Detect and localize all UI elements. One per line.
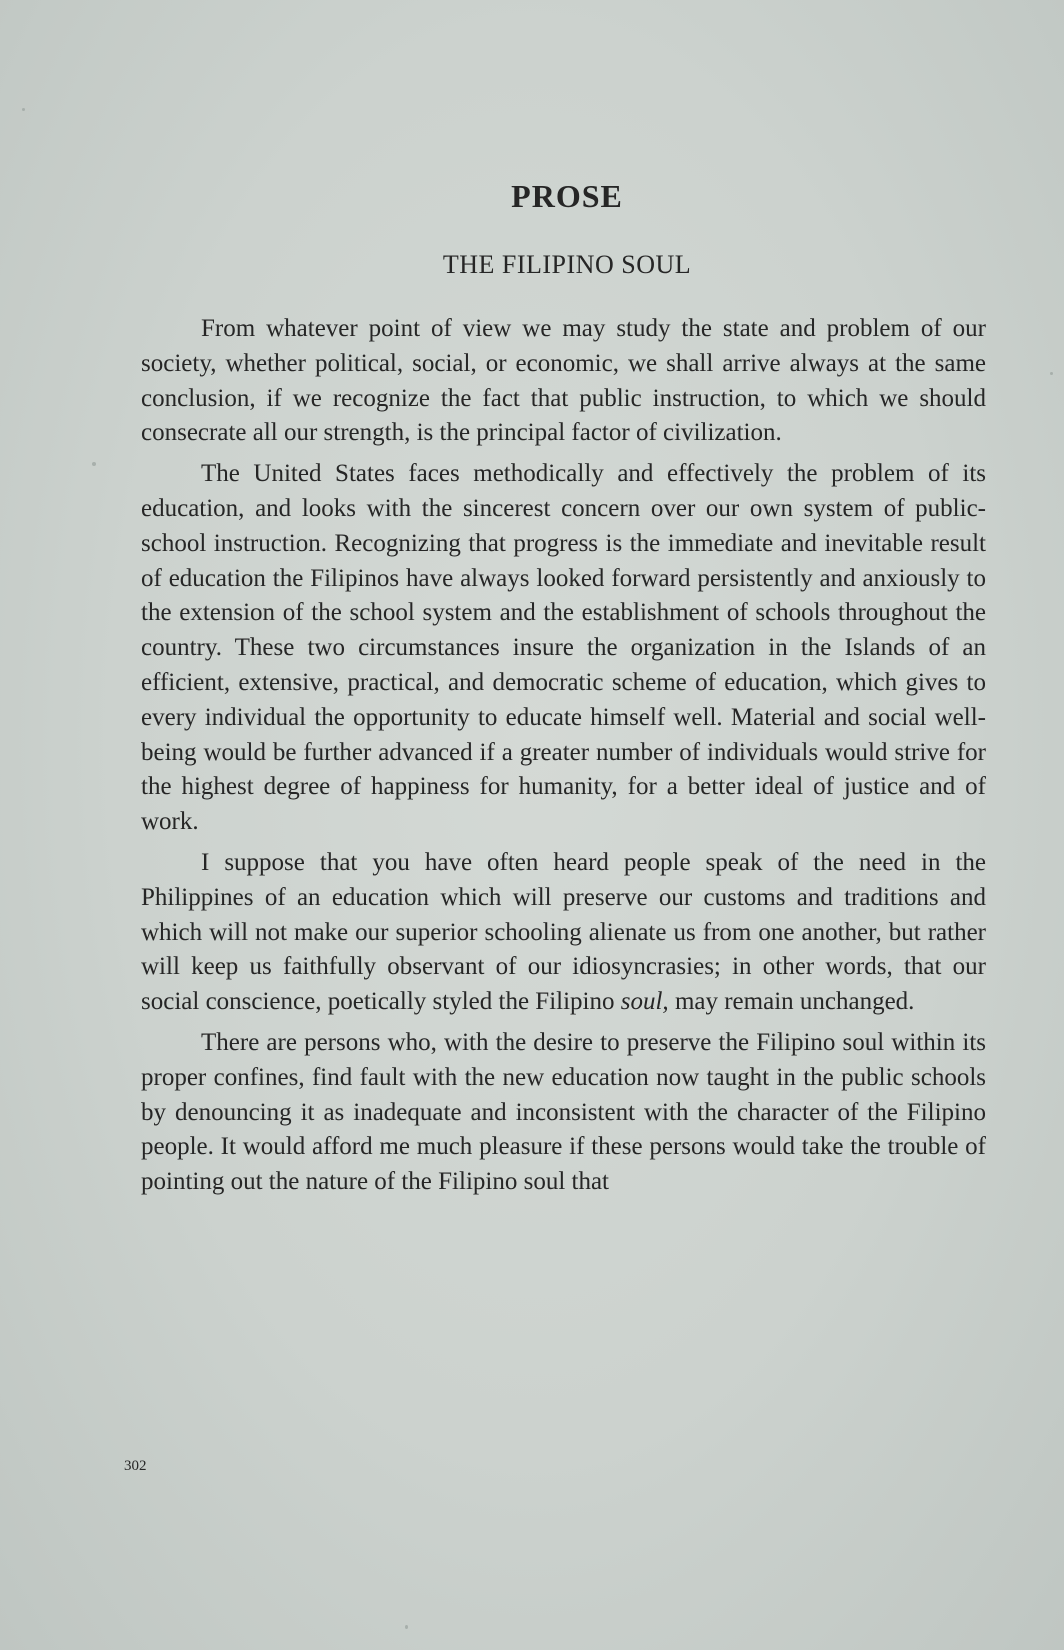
paper-speck bbox=[1050, 372, 1053, 375]
emphasized-word: soul, bbox=[620, 988, 669, 1016]
paragraph-1: From whatever point of view we may study the state and problem of our society, whether political, social, or economic, we shall arrive always at the same conclusion, if we recognize the fact that public instruction, to which we should consecrate all our strength, is the principal factor of civilization. bbox=[141, 315, 986, 447]
paragraph-2: The United States faces methodically and effectively the problem of its education, and looks with the sincerest concern over our own system of public-school instruction. Recognizing that progress is the immediate and inevitable result of education the Filipinos have always looked forward persistently and anxiously to the extension of the school system and the establishment of schools throughout the country. These two circumstances insure the organization in the Islands of an efficient, extensive, practical, and democratic scheme of education, which gives to every individual the opportunity to educate himself well. Material and social well-being would be further advanced if a greater number of individuals would strive for the highest degree of happiness for humanity, for a better ideal of justice and of work. bbox=[141, 460, 986, 836]
page-number: 302 bbox=[124, 1458, 147, 1474]
paper-speck bbox=[22, 108, 25, 111]
paper-speck bbox=[92, 462, 96, 466]
paragraph-3 bbox=[141, 846, 986, 1020]
paragraph-3-text-before: I suppose that you have often heard people speak of the need in the Philippines of an education which will preserve our customs and traditions and which will not make our superior schooling alienate us from one another, but rather will keep us faithfully observant of our idiosyncrasies; in other words, that our social conscience, poetically styled the Filipino bbox=[141, 848, 986, 1016]
paragraph-3-text-after: may remain unchanged. bbox=[668, 988, 915, 1016]
essay-title: THE FILIPINO SOUL bbox=[442, 250, 692, 279]
essay-body bbox=[141, 312, 986, 1206]
paragraph-4: There are persons who, with the desire to preserve the Filipino soul within its proper confines, find fault with the new education now taught in the public schools by denouncing it as inadequate and inconsistent with the character of the Filipino people. It would afford me much pleasure if these persons would take the trouble of pointing out the nature of the Filipino soul that bbox=[141, 1028, 986, 1196]
paper-speck bbox=[405, 1625, 408, 1629]
section-heading: PROSE bbox=[511, 178, 623, 214]
